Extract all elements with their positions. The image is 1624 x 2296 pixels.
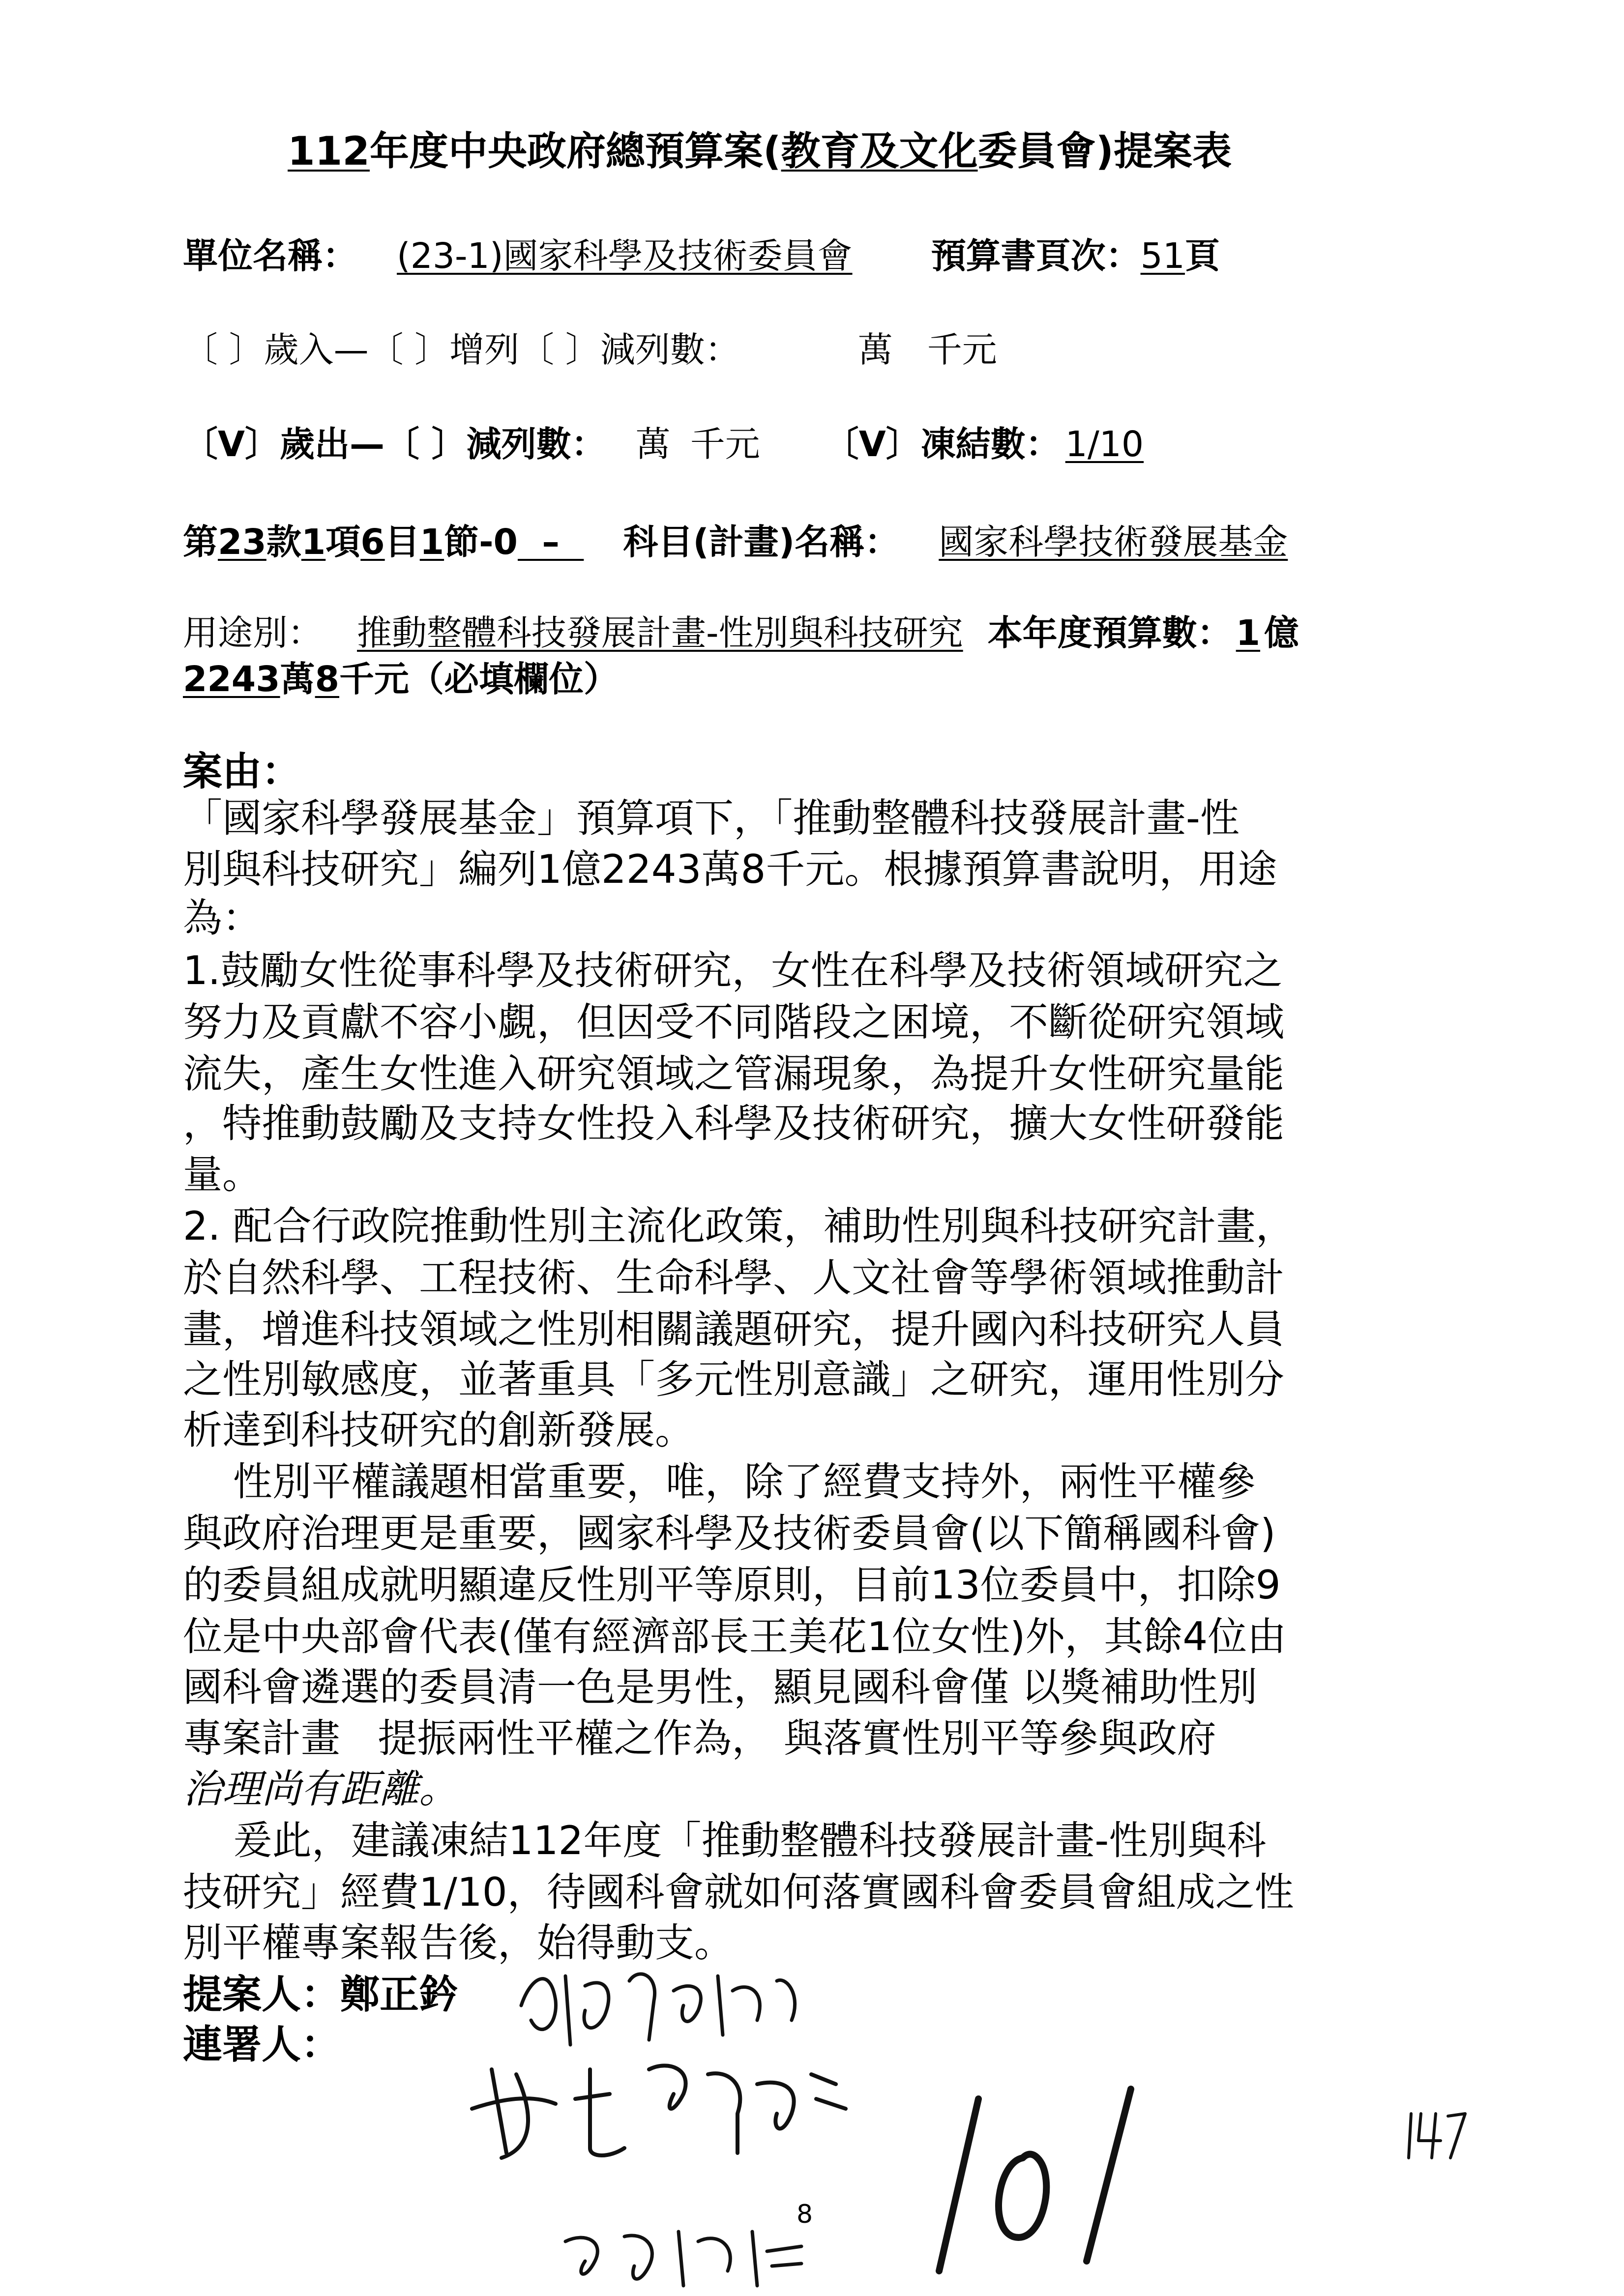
body-line: 之性別敏感度，並著重具「多元性別意識」之研究，運用性別分 — [183, 1357, 1284, 1402]
unit-value: (23-1)國家科學及技術委員會 — [397, 235, 853, 276]
proposer-row — [183, 1970, 458, 2019]
account-kuan-unit: 款 — [266, 522, 301, 562]
page-number: 8 — [797, 2200, 813, 2229]
body-line: 的委員組成就明顯違反性別平等原則，目前13位委員中，扣除9 — [183, 1562, 1281, 1608]
handwritten-number-101 — [924, 2079, 1160, 2286]
account-mu-unit: 目 — [384, 522, 420, 562]
title-year: 112 — [288, 128, 370, 174]
body-line: 「國家科學發展基金」預算項下，「推動整體科技發展計畫-性 — [183, 795, 1240, 841]
body-line: 流失，產生女性進入研究領域之管漏現象，為提升女性研究量能 — [183, 1051, 1284, 1097]
expenditure-text: 〔V〕歲出—〔 〕減列數： — [183, 424, 606, 465]
account-jie-unit: 節-0 — [444, 522, 518, 562]
body-line: 爰此，建議凍結112年度「推動整體科技發展計畫-性別與科 — [183, 1818, 1267, 1863]
purpose-label: 用途別： — [183, 612, 323, 653]
case-heading: 案由： — [183, 749, 301, 794]
account-mu: 6 — [360, 522, 385, 562]
cosigner-signature-scribble-2 — [556, 2212, 811, 2296]
budget-qian-unit: 千元（必填欄位） — [339, 659, 619, 699]
account-tail: – — [517, 522, 584, 562]
cosigner-label: 連署人： — [183, 2022, 340, 2067]
account-name-label: 科目(計畫)名稱： — [623, 522, 900, 562]
body-line: 與政府治理更是重要，國家科學及技術委員會(以下簡稱國科會) — [183, 1511, 1276, 1556]
body-line-handwritten: 治理尚有距離。 — [183, 1766, 458, 1812]
account-jie: 1 — [419, 522, 444, 562]
body-line: 技研究」經費1/10，待國科會就如何落實國科會委員會組成之性 — [183, 1869, 1294, 1915]
body-line: 努力及貢獻不容小覷，但因受不同階段之困境，不斷從研究領域 — [183, 999, 1284, 1045]
account-xiang: 1 — [301, 522, 326, 562]
budget-wan-value: 2243 — [183, 659, 280, 699]
revenue-row — [183, 327, 997, 373]
title-committee: 教育及文化 — [781, 128, 978, 174]
title-middle: 年度中央政府總預算案( — [370, 128, 781, 174]
body-line: 1.鼓勵女性從事科學及技術研究，女性在科學及技術領域研究之 — [183, 948, 1283, 993]
body-line: 2. 配合行政院推動性別主流化政策，補助性別與科技研究計畫， — [183, 1203, 1295, 1249]
budget-wan-unit: 萬 — [280, 659, 315, 699]
body-line: 國科會遴選的委員清一色是男性，顯見國科會僅 以獎補助性別 — [183, 1664, 1258, 1710]
account-name-value: 國家科學技術發展基金 — [939, 522, 1288, 562]
budget-qian-value: 8 — [315, 659, 340, 699]
body-line: 別平權專案報告後，始得動支。 — [183, 1920, 734, 1966]
page-suffix: 頁 — [1184, 235, 1220, 276]
proposer-name: 鄭正鈐 — [340, 1972, 458, 2017]
expenditure-wan: 萬 — [635, 424, 671, 465]
account-xiang-unit: 項 — [325, 522, 361, 562]
purpose-value: 推動整體科技發展計畫-性別與科技研究 — [357, 612, 963, 653]
revenue-wan: 萬 — [857, 329, 893, 370]
expenditure-qian: 千元 — [690, 424, 760, 465]
page-value: 51 — [1140, 235, 1185, 276]
handwritten-page-mark — [1401, 2104, 1470, 2168]
budget-continuation — [183, 657, 619, 702]
budget-label: 本年度預算數： — [987, 612, 1232, 653]
body-line: 別與科技研究」編列1億2243萬8千元。根據預算書說明，用途 — [183, 846, 1277, 892]
expenditure-row — [183, 422, 1149, 467]
body-line: 量。 — [183, 1152, 262, 1197]
account-prefix: 第 — [183, 522, 218, 562]
body-line: 為： — [183, 895, 262, 941]
page-label: 預算書頁次： — [931, 235, 1141, 276]
unit-row — [183, 233, 1220, 279]
unit-label: 單位名稱： — [183, 235, 358, 276]
account-kuan: 23 — [218, 522, 266, 562]
body-line: ，特推動鼓勵及支持女性投入科學及技術研究，擴大女性研發能 — [183, 1101, 1284, 1146]
body-line: 專案計畫 提振兩性平權之作為， 與落實性別平等參與政府 — [183, 1715, 1216, 1761]
document-title — [288, 129, 1232, 174]
cosigner-signature-scribble-1 — [462, 2040, 875, 2168]
body-line: 位是中央部會代表(僅有經濟部長王美花1位女性)外，其餘4位由 — [183, 1614, 1287, 1659]
revenue-text: 〔 〕歲入—〔 〕增列〔 〕減列數： — [183, 329, 740, 370]
freeze-label: 〔V〕凍結數： — [824, 424, 1061, 465]
freeze-value: 1/10 — [1065, 424, 1144, 465]
budget-yi-value: 1 — [1236, 612, 1261, 653]
title-end: 委員會)提案表 — [977, 128, 1232, 174]
account-row — [183, 520, 1293, 565]
cosigner-row — [183, 2020, 340, 2069]
budget-yi-unit: 億 — [1264, 612, 1299, 653]
body-line: 於自然科學、工程技術、生命科學、人文社會等學術領域推動計 — [183, 1255, 1284, 1301]
purpose-row — [183, 610, 1299, 656]
proposer-label: 提案人： — [183, 1972, 340, 2017]
body-line: 性別平權議題相當重要，唯，除了經費支持外，兩性平權參 — [183, 1459, 1256, 1505]
body-line: 畫，增進科技領域之性別相關議題研究，提升國內科技研究人員 — [183, 1307, 1284, 1352]
body-line: 析達到科技研究的創新發展。 — [183, 1407, 694, 1453]
revenue-qian: 千元 — [927, 329, 997, 370]
